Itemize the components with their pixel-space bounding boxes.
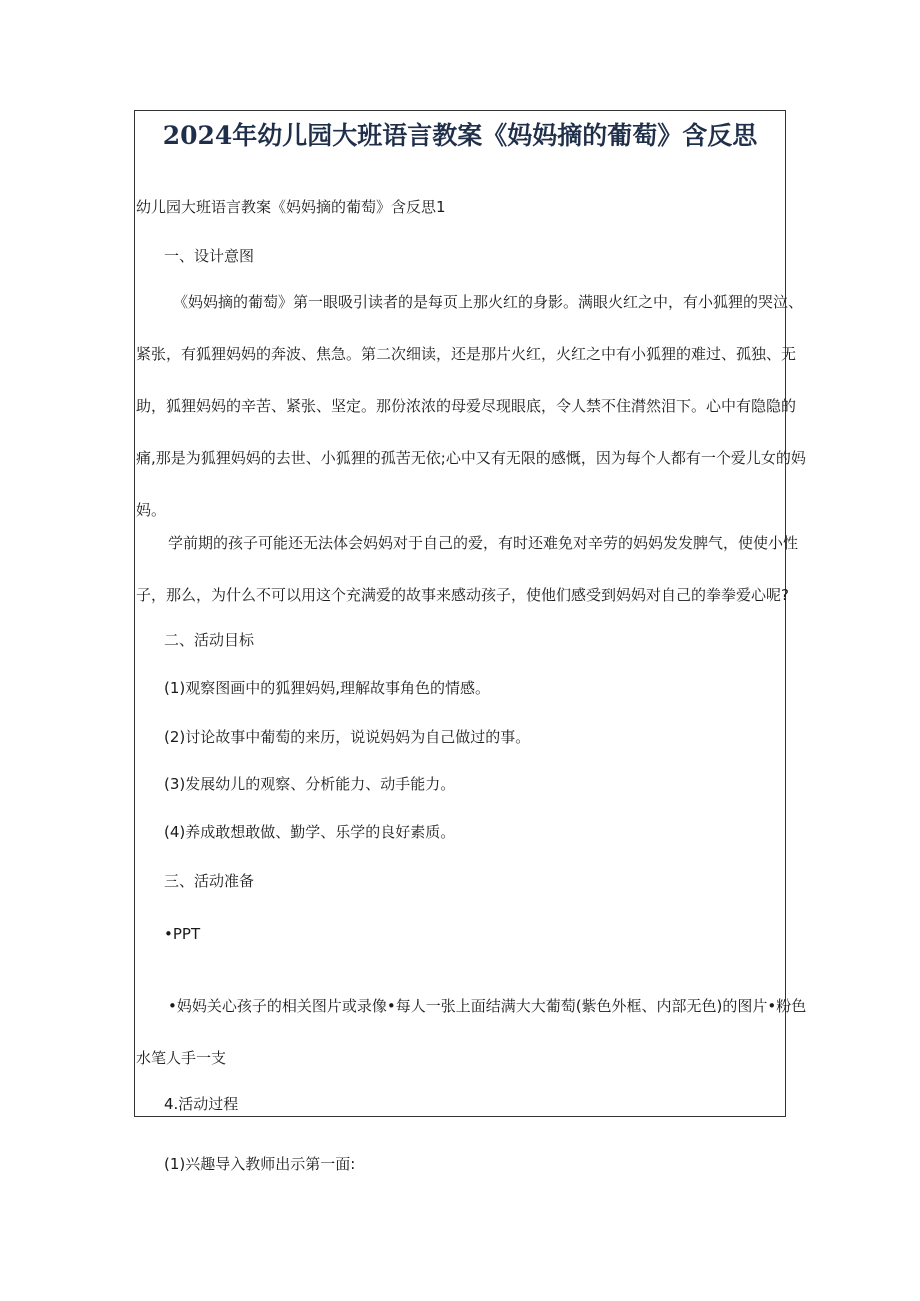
paragraph-design-intent — [136, 292, 806, 520]
process-step: (1)兴趣导入教师出示第一面: — [164, 1155, 356, 1173]
paragraph-line: 妈。 — [136, 501, 167, 519]
document-title: 2024年幼儿园大班语言教案《妈妈摘的葡萄》含反思 — [162, 121, 758, 150]
section-heading-design: 一、设计意图 — [164, 247, 255, 265]
paragraph-line: •妈妈关心孩子的相关图片或录像•每人一张上面结满大大葡萄(紫色外框、内部无色)的图片•粉色 — [168, 997, 807, 1015]
paragraph-line: 学前期的孩子可能还无法体会妈妈对于自己的爱，有时还难免对辛劳的妈妈发发脾气，使使小性 — [168, 534, 799, 552]
section-heading-goals: 二、活动目标 — [164, 631, 255, 649]
document-subtitle: 幼儿园大班语言教案《妈妈摘的葡萄》含反思1 — [136, 198, 446, 216]
paragraph-materials — [136, 996, 807, 1068]
prep-item-ppt: •PPT — [164, 925, 201, 943]
goal-item: (3)发展幼儿的观察、分析能力、动手能力。 — [164, 775, 456, 793]
paragraph-line: 助，狐狸妈妈的辛苦、紧张、坚定。那份浓浓的母爱尽现眼底，令人禁不住潸然泪下。心中有隐隐的 — [136, 397, 797, 415]
goal-item: (1)观察图画中的狐狸妈妈,理解故事角色的情感。 — [164, 679, 491, 697]
goal-item: (2)讨论故事中葡萄的来历，说说妈妈为自己做过的事。 — [164, 728, 531, 746]
paragraph-line: 痛,那是为狐狸妈妈的去世、小狐狸的孤苦无依;心中又有无限的感慨，因为每个人都有一个爱儿女的妈 — [136, 449, 806, 467]
goal-item: (4)养成敢想敢做、勤学、乐学的良好素质。 — [164, 823, 456, 841]
paragraph-preschool — [136, 533, 799, 605]
paragraph-line: 紧张，有狐狸妈妈的奔波、焦急。第二次细读，还是那片火红，火红之中有小狐狸的难过、孤独、无 — [136, 345, 797, 363]
paragraph-line: 水笔人手一支 — [136, 1049, 227, 1067]
section-heading-process: 4.活动过程 — [164, 1095, 239, 1113]
paragraph-line: 子，那么，为什么不可以用这个充满爱的故事来感动孩子，使他们感受到妈妈对自己的拳拳爱心呢? — [136, 586, 789, 604]
paragraph-line: 《妈妈摘的葡萄》第一眼吸引读者的是每页上那火红的身影。满眼火红之中，有小狐狸的哭泣、 — [173, 293, 804, 311]
section-heading-preparation: 三、活动准备 — [164, 872, 255, 890]
